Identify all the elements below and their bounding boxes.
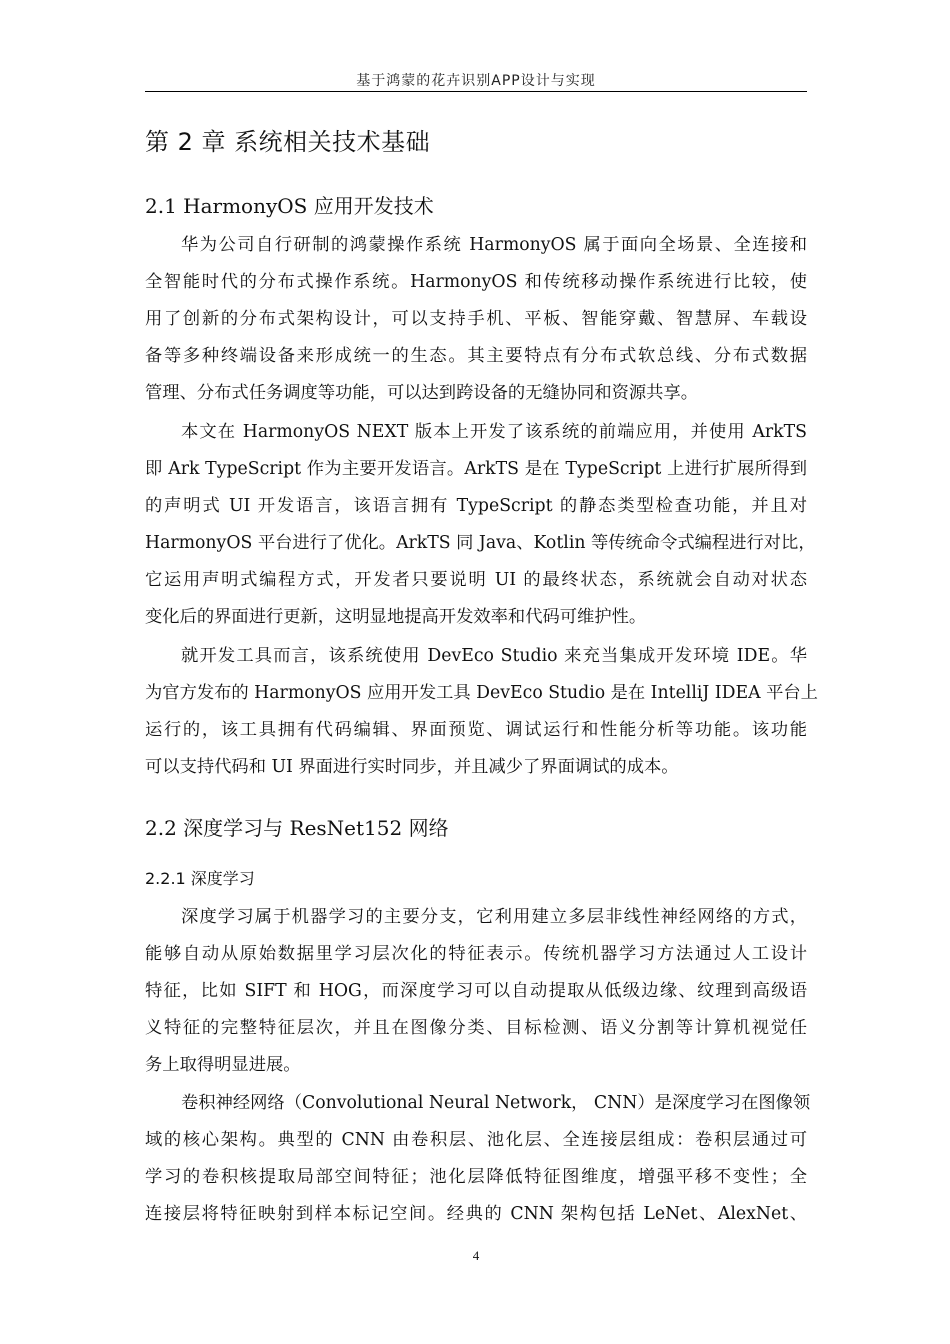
text-line: 华为公司自行研制的鸿蒙操作系统 HarmonyOS 属于面向全场景、全连接和 — [181, 235, 807, 255]
text-line: 义特征的完整特征层次，并且在图像分类、目标检测、语义分割等计算机视觉任 — [145, 1018, 807, 1038]
text-line: 深度学习属于机器学习的主要分支，它利用建立多层非线性神经网络的方式， — [181, 907, 807, 927]
text-line: 为官方发布的 HarmonyOS 应用开发工具 DevEco Studio 是在 IntelliJ IDEA 平台上 — [145, 683, 818, 703]
page-number: 4 — [472, 1248, 480, 1263]
running-header: 基于鸿蒙的花卉识别APP设计与实现 — [356, 73, 596, 89]
section-title-2-2: 2.2 深度学习与 ResNet152 网络 — [145, 816, 449, 840]
text-line: 域的核心架构。典型的 CNN 由卷积层、池化层、全连接层组成：卷积层通过可 — [145, 1130, 807, 1150]
text-line: 特征，比如 SIFT 和 HOG，而深度学习可以自动提取从低级边缘、纹理到高级语 — [145, 981, 807, 1001]
chapter-title: 第 2 章 系统相关技术基础 — [145, 128, 431, 156]
paragraph-deep-learning — [145, 899, 807, 1084]
section-title-2-1: 2.1 HarmonyOS 应用开发技术 — [145, 194, 434, 218]
text-line: 就开发工具而言，该系统使用 DevEco Studio 来充当集成开发环境 IDE。华 — [181, 646, 807, 666]
text-line: 务上取得明显进展。 — [145, 1055, 301, 1075]
paragraph-arkts — [145, 414, 816, 636]
text-line: 它运用声明式编程方式，开发者只要说明 UI 的最终状态，系统就会自动对状态 — [145, 570, 807, 590]
text-line: 管理、分布式任务调度等功能，可以达到跨设备的无缝协同和资源共享。 — [145, 383, 699, 403]
subsection-title-2-2-1: 2.2.1 深度学习 — [145, 869, 255, 888]
text-line: HarmonyOS 平台进行了优化。ArkTS 同 Java、Kotlin 等传统命令式编程进行对比， — [145, 533, 816, 553]
paragraph-cnn — [145, 1085, 811, 1233]
paragraph-deveco-studio — [145, 638, 818, 786]
text-line: 可以支持代码和 UI 界面进行实时同步，并且减少了界面调试的成本。 — [145, 757, 679, 777]
text-line: 变化后的界面进行更新，这明显地提高开发效率和代码可维护性。 — [145, 607, 647, 627]
text-line: 的声明式 UI 开发语言，该语言拥有 TypeScript 的静态类型检查功能，并且对 — [145, 496, 807, 516]
text-line: 备等多种终端设备来形成统一的生态。其主要特点有分布式软总线、分布式数据 — [145, 346, 807, 366]
text-line: 本文在 HarmonyOS NEXT 版本上开发了该系统的前端应用，并使用 ArkTS — [181, 422, 807, 442]
text-line: 卷积神经网络（Convolutional Neural Network， CNN）是深度学习在图像领 — [181, 1093, 811, 1113]
text-line: 学习的卷积核提取局部空间特征；池化层降低特征图维度，增强平移不变性；全 — [145, 1167, 807, 1187]
text-line: 用了创新的分布式架构设计，可以支持手机、平板、智能穿戴、智慧屏、车载设 — [145, 309, 807, 329]
text-line: 运行的，该工具拥有代码编辑、界面预览、调试运行和性能分析等功能。该功能 — [145, 720, 807, 740]
text-line: 即 Ark TypeScript 作为主要开发语言。ArkTS 是在 TypeScript 上进行扩展所得到 — [145, 459, 807, 479]
text-line: 全智能时代的分布式操作系统。HarmonyOS 和传统移动操作系统进行比较，使 — [145, 272, 807, 292]
paragraph-harmonyos-intro — [145, 227, 807, 412]
header-rule — [145, 91, 807, 92]
text-line: 能够自动从原始数据里学习层次化的特征表示。传统机器学习方法通过人工设计 — [145, 944, 807, 964]
text-line: 连接层将特征映射到样本标记空间。经典的 CNN 架构包括 LeNet、AlexNet、 — [145, 1204, 807, 1224]
